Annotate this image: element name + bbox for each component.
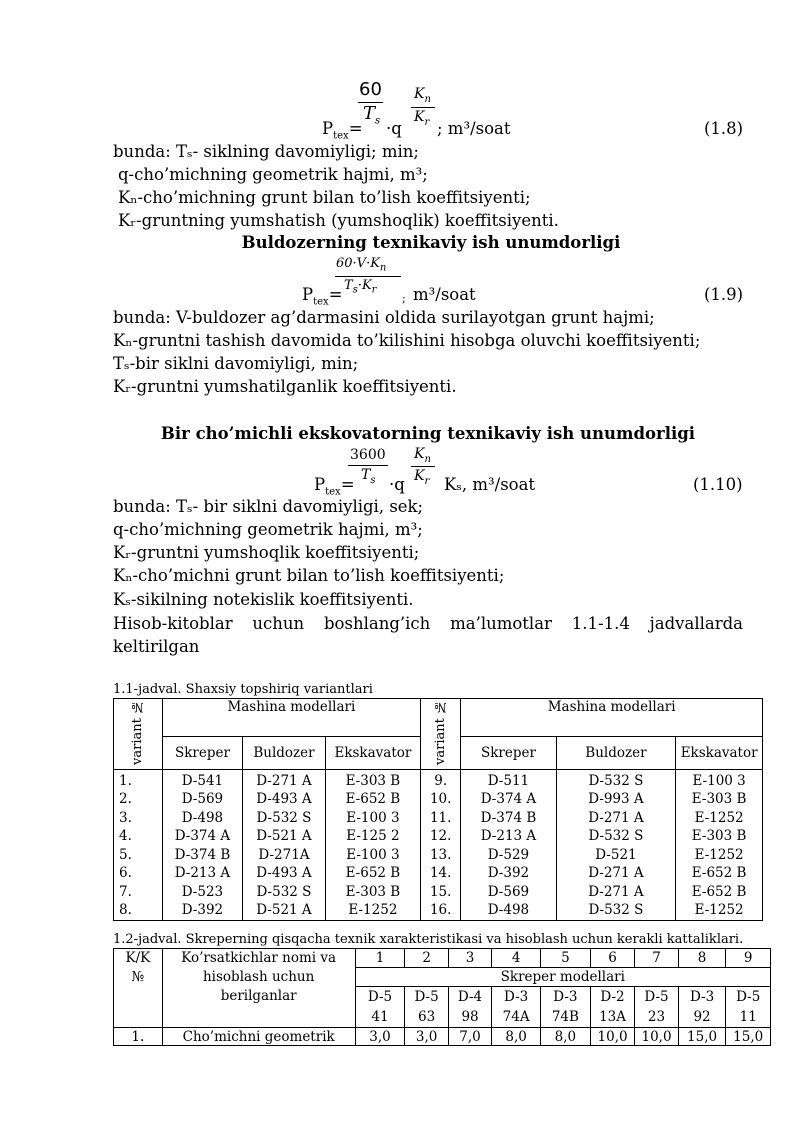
col-ekskavator: Ekskavator: [325, 737, 420, 770]
table-1-1-cell: D-532 S: [256, 809, 312, 826]
word: 1.1-1.4: [571, 614, 630, 633]
table-1-1-right-ekskavator: [676, 769, 763, 920]
intro-paragraph-line: [113, 614, 743, 634]
f19-semicolon: ;: [402, 292, 406, 305]
row-name: Cho’michni geometrik: [162, 1028, 355, 1046]
table-1-1-cell: D-493 A: [256, 791, 312, 808]
table-1-1-cell: E-1252: [348, 902, 398, 919]
table-1-1-right-buldozer: [556, 769, 676, 920]
f19-unit: m³/soat: [413, 285, 476, 304]
f19-numerator: $60\cdot V\cdot K_n$: [336, 256, 387, 274]
value-cell: 15,0: [678, 1028, 726, 1046]
table-1-1-cell: D-511: [487, 772, 530, 789]
value-cell: 8,0: [541, 1028, 591, 1046]
col-buldozer: Buldozer: [556, 737, 676, 770]
table-1-1-cell: D-213 A: [480, 828, 537, 845]
model-cell: D-4 98: [448, 987, 491, 1028]
f18-mult: ·q: [386, 119, 402, 138]
table-1-1-cell: D-213 A: [174, 865, 231, 882]
def-line: bunda: Tₛ- bir siklni davomiyligi, sek;: [113, 497, 424, 516]
f110-k-fraction-line: [411, 466, 435, 467]
table-1-1-cell: D-374 B: [174, 846, 231, 863]
table-1-1-left-buldozer: [243, 769, 326, 920]
col-skreper: Skreper: [162, 737, 242, 770]
col-skreper: Skreper: [461, 737, 556, 770]
num-header: 8: [678, 949, 726, 968]
f18-kr: $K_r$: [414, 109, 430, 128]
value-cell: 15,0: [726, 1028, 771, 1046]
f18-numerator: 60: [359, 79, 382, 100]
table-1-1-cell: D-392: [487, 865, 530, 882]
table-1-1-cell: E-303 B: [691, 791, 747, 808]
value-cell: 3,0: [405, 1028, 448, 1046]
table-1-1-cell: D-993 A: [588, 791, 644, 808]
table-1-1-cell: E-100 3: [346, 809, 400, 826]
num-header: 5: [541, 949, 591, 968]
table-1-1-cell: 7.: [119, 883, 132, 900]
table-1-1-right-skreper: [461, 769, 556, 920]
word: uchun: [252, 614, 305, 633]
table-1-1-left-variants: [114, 769, 163, 920]
model-cell: D-2 13A: [590, 987, 635, 1028]
table-1-1-cell: D-271 A: [588, 883, 644, 900]
table-1-1-cell: E-303 B: [345, 883, 401, 900]
table-1-1-cell: D-532 S: [588, 828, 644, 845]
f110-mult: ·q: [389, 475, 405, 494]
table-1-1-cell: E-652 B: [345, 791, 401, 808]
f18-kn: $K_n$: [414, 86, 431, 105]
value-cell: 10,0: [590, 1028, 635, 1046]
col-ekskavator: Ekskavator: [676, 737, 763, 770]
table-1-1-cell: E-652 B: [345, 865, 401, 882]
value-cell: 10,0: [635, 1028, 678, 1046]
table-1-1-cell: 2.: [119, 791, 132, 808]
table-1-1-cell: 5.: [119, 846, 132, 863]
table-1-2-kk-header: K/K №: [114, 949, 163, 1028]
f110-kn: $K_n$: [414, 446, 431, 465]
model-cell: D-5 41: [355, 987, 405, 1028]
table-1-1-variant-header: variant №: [114, 699, 163, 770]
table-1-1-group-header: Mashina modellari: [461, 699, 763, 737]
num-header: 9: [726, 949, 771, 968]
table-1-1-cell: D-532 S: [588, 772, 644, 789]
table-1-1-cell: D-498: [181, 809, 224, 826]
def-line: bunda: V-buldozer ag’darmasini oldida surilayotgan grunt hajmi;: [113, 308, 655, 327]
table-1-1-cell: 9.: [434, 772, 448, 789]
table-1-1-cell: D-493 A: [256, 865, 312, 882]
word: boshlang’ich: [323, 614, 431, 633]
f19-denominator: $T_s\cdot K_r$: [344, 278, 377, 296]
num-header: 3: [448, 949, 491, 968]
value-cell: 7,0: [448, 1028, 491, 1046]
heading-buldozer: Buldozerning texnikaviy ish unumdorligi: [241, 233, 621, 252]
table-1-1-cell: 11.: [429, 809, 452, 826]
model-cell: D-3 92: [678, 987, 726, 1028]
table-1-1-cell: 10.: [429, 791, 452, 808]
table-1-1-cell: 13.: [429, 846, 452, 863]
col-buldozer: Buldozer: [243, 737, 326, 770]
heading-ekskavator: Bir cho’michli ekskovatorning texnikaviy ish unumdorligi: [160, 424, 696, 443]
num-header: 6: [590, 949, 635, 968]
table-1-1-cell: E-100 3: [346, 846, 400, 863]
table-1-1-cell: D-271 A: [588, 809, 644, 826]
def-line: Kᵣ-gruntni yumshoqlik koeffitsiyenti;: [113, 543, 420, 562]
f110-lhs: $P_{tex}=$: [314, 475, 355, 498]
word: jadvallarda: [649, 614, 743, 633]
num-header: 4: [492, 949, 541, 968]
table-1-1-cell: D-523: [181, 883, 224, 900]
table-1-1-left-skreper: [162, 769, 242, 920]
table-1-1-cell: E-100 3: [692, 772, 746, 789]
table-1-1-cell: D-521: [595, 846, 637, 863]
f18-number: (1.8): [704, 119, 744, 138]
table-1-1-cell: D-529: [487, 846, 530, 863]
def-line: Tₛ-bir siklni davomiyligi, min;: [113, 354, 359, 373]
table-1-1-caption: 1.1-jadval. Shaxsiy topshiriq variantlari: [113, 682, 373, 697]
f18-denominator: $T_s$: [363, 103, 381, 127]
f110-tail: Kₛ, m³/soat: [444, 475, 536, 494]
f19-number: (1.9): [704, 285, 744, 304]
f110-denominator: $T_s$: [361, 467, 376, 486]
table-1-1-cell: D-271 A: [588, 865, 644, 882]
table-1-1-cell: D-521 A: [256, 828, 312, 845]
table-1-1-cell: D-374 A: [480, 791, 537, 808]
table-1-1-cell: 14.: [429, 865, 452, 882]
f110-number: (1.10): [693, 475, 743, 494]
table-1-1-cell: 1.: [119, 772, 132, 789]
table-1-2-group-header: Skreper modellari: [355, 968, 770, 987]
value-cell: 8,0: [492, 1028, 541, 1046]
table-1-1-cell: 16.: [429, 902, 452, 919]
def-line: Kₛ-sikilning notekislik koeffitsiyenti.: [113, 590, 414, 609]
def-line: Kₙ-cho’michni grunt bilan to’lish koeffitsiyenti;: [113, 566, 505, 585]
def-line: q-cho’michning geometrik hajmi, m³;: [113, 520, 423, 539]
table-1-1-cell: D-374 B: [480, 809, 537, 826]
table-1-1-cell: E-652 B: [691, 865, 747, 882]
def-line: Kₙ-gruntni tashish davomida to’kilishini hisobga oluvchi koeffitsiyenti;: [113, 331, 701, 350]
table-1-1-cell: 12.: [429, 828, 452, 845]
model-cell: D-3 74B: [541, 987, 591, 1028]
table-1-1-cell: D-271 A: [256, 772, 312, 789]
table-1-1-cell: 6.: [119, 865, 132, 882]
table-1-1-cell: D-392: [181, 902, 224, 919]
word: ma’lumotlar: [450, 614, 552, 633]
table-1-1-cell: E-1252: [694, 846, 744, 863]
f19-fraction-line: [335, 276, 401, 277]
table-1-1-cell: E-1252: [694, 902, 744, 919]
word: Hisob-kitoblar: [113, 614, 233, 633]
f18-k-fraction-line: [411, 107, 435, 108]
table-1-1-cell: E-125 2: [346, 828, 400, 845]
def-line: Kᵣ-gruntning yumshatish (yumshoqlik) koeffitsiyenti.: [118, 211, 559, 230]
table-1-1-cell: D-521 A: [256, 902, 312, 919]
table-1-1-cell: D-532 S: [588, 902, 644, 919]
table-1-1-cell: D-271A: [258, 846, 310, 863]
table-1-1-cell: 8.: [119, 902, 132, 919]
num-header: 1: [355, 949, 405, 968]
table-1-1-cell: D-374 A: [174, 828, 231, 845]
model-cell: D-5 63: [405, 987, 448, 1028]
table-1-2: [113, 948, 771, 1046]
f18-lhs: $P_{tex}=$: [322, 119, 363, 142]
table-1-1-cell: 4.: [119, 828, 132, 845]
table-1-1-variant-header: variant №: [421, 699, 461, 770]
model-cell: D-5 11: [726, 987, 771, 1028]
f110-kr: $K_r$: [414, 468, 430, 487]
intro-paragraph-end: keltirilgan: [113, 637, 200, 656]
table-1-1-cell: E-303 B: [691, 828, 747, 845]
def-line: Kₙ-cho’michning grunt bilan to’lish koeffitsiyenti;: [118, 188, 531, 207]
f18-unit: ; m³/soat: [437, 119, 511, 138]
table-1-1-left-ekskavator: [325, 769, 420, 920]
model-cell: D-3 74A: [492, 987, 541, 1028]
table-1-1-cell: 15.: [429, 883, 452, 900]
table-1-1-cell: E-652 B: [691, 883, 747, 900]
f110-numerator: 3600: [350, 447, 386, 463]
f19-lhs: $P_{tex}=$: [302, 285, 343, 308]
num-header: 2: [405, 949, 448, 968]
table-1-1-cell: E-1252: [694, 809, 744, 826]
def-line: Kᵣ-gruntni yumshatilganlik koeffitsiyenti.: [113, 377, 457, 396]
table-1-2-name-header: Ko’rsatkichlar nomi va hisoblash uchun berilganlar: [162, 949, 355, 1028]
value-cell: 3,0: [355, 1028, 405, 1046]
table-1-1-cell: D-569: [487, 883, 530, 900]
f110-fraction-line: [348, 465, 388, 466]
table-1-1-cell: D-498: [487, 902, 530, 919]
table-1-1-cell: D-541: [181, 772, 224, 789]
table-1-1: [113, 698, 763, 921]
model-cell: D-5 23: [635, 987, 678, 1028]
table-1-1-group-header: Mashina modellari: [162, 699, 420, 737]
table-1-1-right-variants: [421, 769, 461, 920]
table-1-1-cell: D-532 S: [256, 883, 312, 900]
table-1-1-cell: 3.: [119, 809, 132, 826]
table-1-1-cell: D-569: [181, 791, 224, 808]
table-1-1-cell: E-303 B: [345, 772, 401, 789]
def-line: q-cho’michning geometrik hajmi, m³;: [118, 165, 428, 184]
table-1-2-caption: 1.2-jadval. Skreperning qisqacha texnik xarakteristikasi va hisoblash uchun kerakli kattaliklari.: [113, 932, 744, 947]
row-number: 1.: [114, 1028, 163, 1046]
num-header: 7: [635, 949, 678, 968]
def-line: bunda: Tₛ- siklning davomiyligi; min;: [113, 142, 419, 161]
